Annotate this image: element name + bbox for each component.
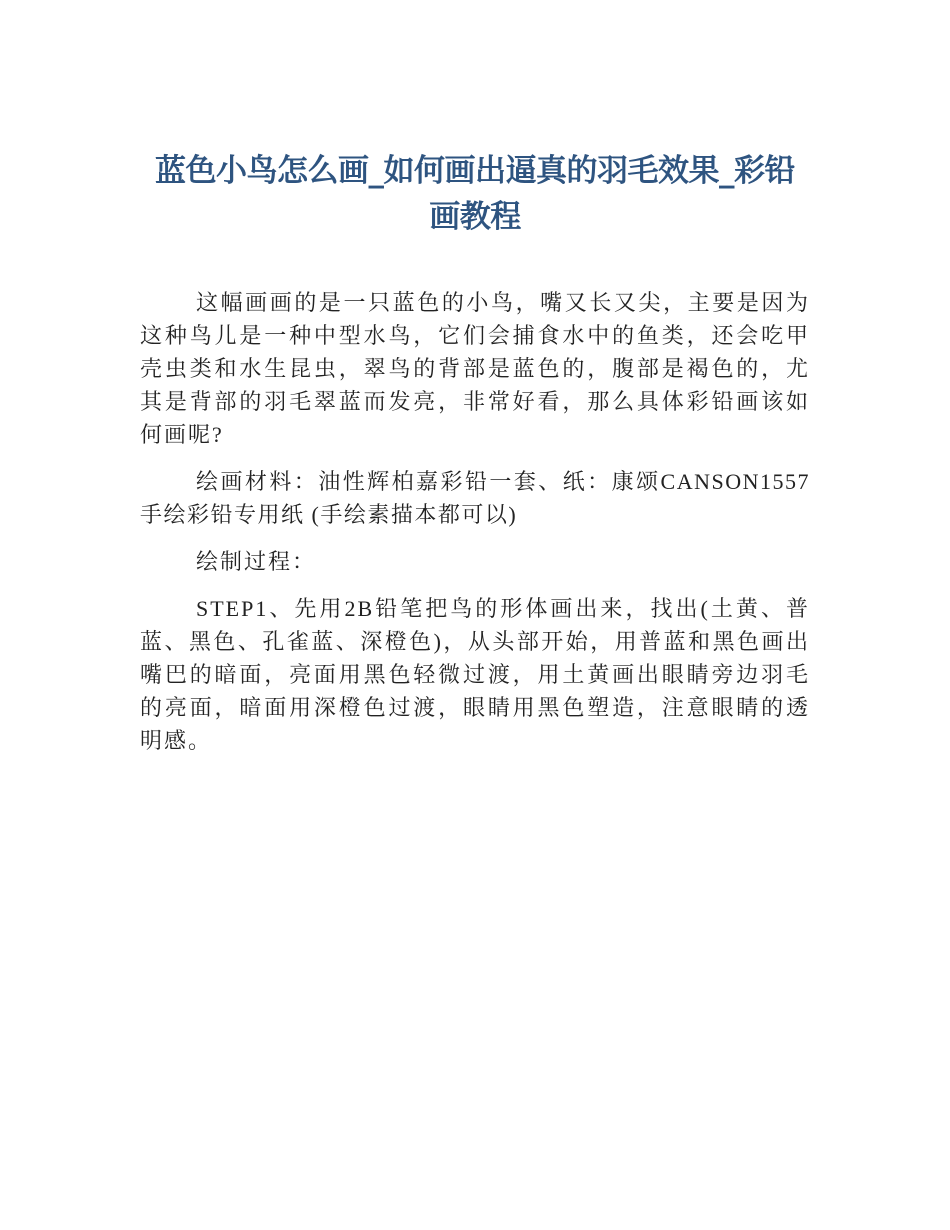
paragraph-process-heading: 绘制过程： — [196, 549, 317, 574]
document-title: 蓝色小鸟怎么画_如何画出逼真的羽毛效果_彩铅画教程 — [155, 153, 795, 235]
document-body — [140, 286, 810, 771]
paragraph-step1: STEP1、先用2B铅笔把鸟的形体画出来，找出(土黄、普蓝、黑色、孔雀蓝、深橙色)，从头部开始，用普蓝和黑色画出嘴巴的暗面，亮面用黑色轻微过渡，用土黄画出眼睛旁边羽毛的亮面，暗面用深橙色过渡，眼睛用黑色塑造，注意眼睛的透明感。 — [140, 596, 810, 753]
paragraph-intro: 这幅画画的是一只蓝色的小鸟，嘴又长又尖，主要是因为这种鸟儿是一种中型水鸟，它们会捕食水中的鱼类，还会吃甲壳虫类和水生昆虫，翠鸟的背部是蓝色的，腹部是褐色的，尤其是背部的羽毛翠蓝而发亮，非常好看，那么具体彩铅画该如何画呢? — [140, 290, 810, 447]
paragraph-materials: 绘画材料：油性辉柏嘉彩铅一套、纸：康颂CANSON1557手绘彩铅专用纸 (手绘素描本都可以) — [140, 469, 810, 527]
